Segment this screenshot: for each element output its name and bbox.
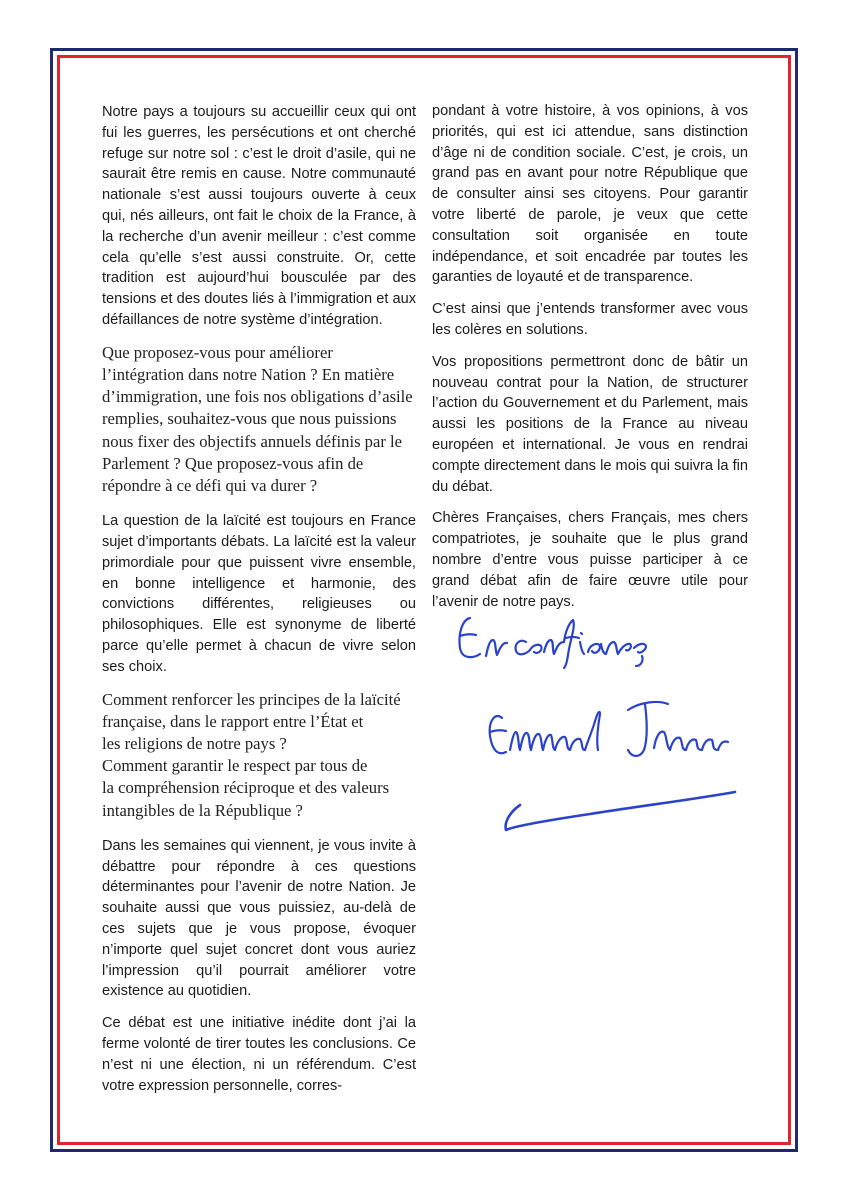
signature-closing-stroke [516, 620, 579, 668]
handwritten-signature [440, 600, 760, 850]
paragraph-closing: Chères Françaises, chers Français, mes chers compatriotes, je souhaite que le plus grand nombre d’entre vous puisse participer à ce grand débat afin de faire œuvre utile pour l’avenir de notre pays. [432, 510, 748, 610]
signature-name-stroke [654, 732, 728, 750]
question-line: française, dans le rapport entre l’État et [102, 711, 364, 731]
paragraph-laicite: La question de la laïcité est toujours en France sujet d’importants débats. La laïcité est la valeur primordiale pour que puissent vivre ensemble, en bonne intelligence et harmonie, des convictions différentes, religieuses ou philosophiques. Elle est synonyme de liberté parce qu’elle permet à chacun de vivre selon ses choix. [102, 513, 416, 675]
question-line: intangibles de la République ? [102, 800, 303, 820]
paragraph-initiative: Ce débat est une initiative inédite dont j’ai la ferme volonté de tirer toutes les conclusions. Ce n’est ni une élection, ni un référendum. C’est votre expression personnelle, corres- [102, 1015, 416, 1094]
question-line: la compréhension réciproque et des valeurs [102, 778, 390, 798]
paragraph-immigration: Notre pays a toujours su accueillir ceux qui ont fui les guerres, les persécutions et ont cherché refuge sur notre sol : c’est le droit d’asile, qui ne saurait être remis en cause. Notre communauté nationale s’est aussi toujours ouverte à ceux qui, nés ailleurs, ont fait le choix de la France, à la recherche d’un avenir meilleur : c’est comme cela qu’elle s’est aussi construite. Or, cette tradition est aujourd’hui bousculée par des tensions et des doutes liés à l’immigration et aux défaillances de notre système d’intégration. [102, 104, 416, 328]
paragraph-consultation: pondant à votre histoire, à vos opinions, à vos priorités, qui est ici attendue, sans distinction d’âge ni de condition sociale. C’est, je crois, un grand pas en avant pour notre République que de consulter ainsi ses citoyens. Pour garantir votre liberté de parole, je veux que cette consultation soit organisée en toute indépendance, et soit encadrée par toutes les garanties de loyauté et de transparence. [432, 103, 748, 286]
question-line: Comment garantir le respect par tous de [102, 756, 368, 776]
right-column [432, 101, 748, 623]
signature-closing-stroke [580, 633, 646, 666]
paragraph-coleres: C’est ainsi que j’entends transformer avec vous les colères en solutions. [432, 301, 748, 338]
question-line: Comment renforcer les principes de la laïcité [102, 689, 401, 709]
signature-closing-stroke [459, 618, 480, 657]
paragraph-invitation: Dans les semaines qui viennent, je vous invite à débattre pour répondre à ces questions déterminantes pour l’avenir de notre Nation. Je souhaite aussi que vous puissiez, au-delà de ces sujets que je vous propose, évoquer n’importe quel sujet concret dont vous auriez l’impression qu’il pourrait améliorer votre existence au quotidien. [102, 837, 416, 1000]
question-line: les religions de notre pays ? [102, 733, 287, 753]
left-column [102, 102, 416, 1107]
paragraph-propositions: Vos propositions permettront donc de bâtir un nouveau contrat pour la Nation, de structurer l’action du Gouvernement et du Parlement, mais aussi les positions de la France au niveau européen et international. Je vous en rendrai compte directement dans le mois qui suivra la fin du débat. [432, 353, 748, 495]
signature-closing-stroke [486, 640, 507, 656]
signature-name-stroke [490, 716, 506, 753]
question-laicite [102, 689, 416, 822]
signature-underline [506, 792, 735, 830]
signature-name-stroke [628, 702, 668, 756]
signature-name-stroke [510, 712, 600, 750]
question-integration: Que proposez-vous pour améliorer l’intégration dans notre Nation ? En matière d’immigration, une fois nos obligations d’asile remplies, souhaitez-vous que nous puissions nous fixer des objectifs annuels définis par le Parlement ? Que proposez-vous afin de répondre à ce défi qui va durer ? [102, 342, 413, 495]
